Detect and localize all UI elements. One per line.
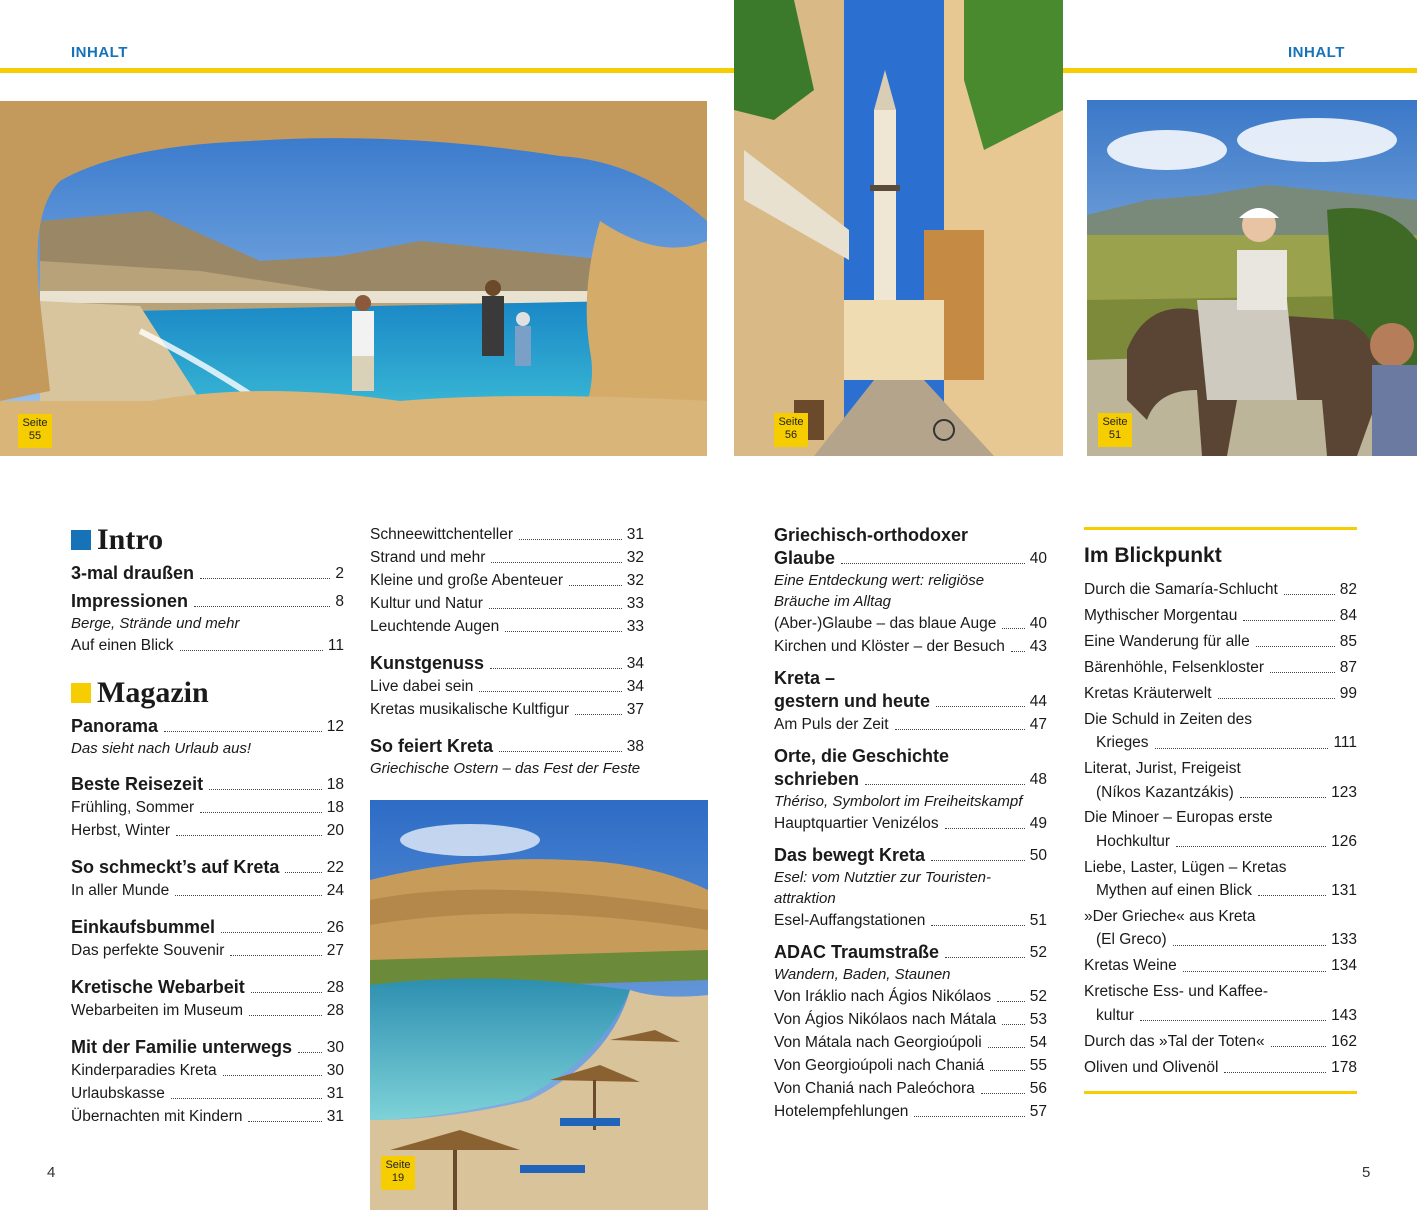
entry-page: 40 xyxy=(1029,550,1047,567)
toc-entry[interactable] xyxy=(71,1105,344,1128)
leader-dots xyxy=(1224,1072,1326,1073)
leader-dots xyxy=(1155,748,1329,749)
blickpunkt-top-rule xyxy=(1084,527,1357,530)
entry-page: 33 xyxy=(626,618,644,635)
entry-title: Leuchtende Augen xyxy=(370,618,500,635)
entry-title-line: Kreta – xyxy=(774,668,836,688)
entry-page: 52 xyxy=(1029,988,1047,1005)
entry-title: Kretas Kräuterwelt xyxy=(1084,684,1212,702)
entry-page: 50 xyxy=(1029,847,1047,864)
entry-page: 53 xyxy=(1029,1011,1047,1028)
leader-dots xyxy=(1218,698,1335,699)
entry-page: 30 xyxy=(326,1039,344,1056)
entry-page: 8 xyxy=(335,593,344,610)
badge-label: Seite xyxy=(1102,416,1128,428)
toc-entry[interactable] xyxy=(71,879,344,902)
entry-page: 57 xyxy=(1029,1103,1047,1120)
toc-entry[interactable] xyxy=(774,1100,1047,1123)
entry-page: 31 xyxy=(326,1108,344,1125)
entry-title: ADAC Traumstraße xyxy=(774,942,940,962)
badge-label: Seite xyxy=(778,416,804,428)
leader-dots xyxy=(981,1093,1025,1094)
leader-dots xyxy=(1011,651,1025,652)
leader-dots xyxy=(171,1098,322,1099)
entry-title: 3-mal draußen xyxy=(71,563,195,583)
toc-entry[interactable] xyxy=(71,1082,344,1105)
toc-entry[interactable] xyxy=(774,1054,1047,1077)
toc-entry[interactable] xyxy=(370,698,644,721)
page-number-right: 5 xyxy=(1362,1164,1371,1181)
toc-entry[interactable] xyxy=(370,652,644,675)
toc-entry[interactable] xyxy=(71,562,344,585)
toc-entry[interactable] xyxy=(774,812,1047,835)
entry-title: Beste Reisezeit xyxy=(71,774,204,794)
leader-dots xyxy=(569,585,622,586)
entry-page: 32 xyxy=(626,572,644,589)
toc-entry[interactable] xyxy=(370,523,644,546)
toc-entry[interactable] xyxy=(1084,1004,1357,1027)
leader-dots xyxy=(997,1001,1025,1002)
entry-page: 51 xyxy=(1029,912,1047,929)
toc-column-2 xyxy=(370,523,644,779)
leader-dots xyxy=(1271,1046,1326,1047)
entry-page: 84 xyxy=(1339,606,1357,624)
toc-entry[interactable] xyxy=(774,909,1047,932)
toc-entry[interactable] xyxy=(370,675,644,698)
leader-dots xyxy=(194,606,330,607)
toc-entry[interactable] xyxy=(774,985,1047,1008)
entry-page: 38 xyxy=(626,738,644,755)
leader-dots xyxy=(841,563,1025,564)
entry-page: 32 xyxy=(626,549,644,566)
entry-page: 22 xyxy=(326,859,344,876)
toc-entry[interactable] xyxy=(774,612,1047,635)
entry-page: 24 xyxy=(326,882,344,899)
leader-dots xyxy=(988,1047,1025,1048)
toc-entry[interactable] xyxy=(1084,954,1357,977)
toc-entry[interactable] xyxy=(370,569,644,592)
toc-entry[interactable] xyxy=(774,768,1047,791)
toc-entry[interactable] xyxy=(1084,682,1357,705)
toc-entry[interactable] xyxy=(71,819,344,842)
entry-title: Kinderparadies Kreta xyxy=(71,1062,217,1079)
toc-entry[interactable] xyxy=(71,590,344,613)
entry-title: In aller Munde xyxy=(71,882,170,899)
entry-title: Mit der Familie unterwegs xyxy=(71,1037,293,1057)
toc-entry[interactable] xyxy=(774,844,1047,867)
badge-page: 51 xyxy=(1108,429,1122,441)
entry-page: 18 xyxy=(326,799,344,816)
leader-dots xyxy=(489,608,622,609)
entry-title: Mythen auf einen Blick xyxy=(1096,882,1252,900)
page-badge xyxy=(774,413,808,447)
donkey-ride-photo xyxy=(1087,100,1417,456)
badge-label: Seite xyxy=(22,417,48,429)
entry-page: 99 xyxy=(1339,684,1357,702)
entry-page: 162 xyxy=(1331,1032,1357,1050)
toc-entry[interactable] xyxy=(1084,1056,1357,1079)
entry-title: Kirchen und Klöster – der Besuch xyxy=(774,638,1005,655)
entry-title-line: »Der Grieche« aus Kreta xyxy=(1084,908,1256,926)
page-badge xyxy=(18,414,52,448)
toc-entry[interactable] xyxy=(71,976,344,999)
entry-title-line: Liebe, Laster, Lügen – Kretas xyxy=(1084,858,1287,876)
entry-title: Von Iráklio nach Ágios Nikólaos xyxy=(774,988,992,1005)
entry-title: Durch die Samaría-Schlucht xyxy=(1084,581,1278,598)
entry-page: 52 xyxy=(1029,944,1047,961)
leader-dots xyxy=(914,1116,1024,1117)
entry-page: 126 xyxy=(1331,832,1357,850)
entry-title: Von Georgioúpoli nach Chaniá xyxy=(774,1057,985,1074)
entry-page: 2 xyxy=(335,565,344,582)
toc-entry[interactable] xyxy=(774,1077,1047,1100)
entry-title: Urlaubskasse xyxy=(71,1085,165,1102)
entry-title: Hauptquartier Venizélos xyxy=(774,815,939,832)
toc-entry[interactable] xyxy=(71,634,344,657)
leader-dots xyxy=(249,1015,322,1016)
entry-page: 47 xyxy=(1029,716,1047,733)
entry-title: Strand und mehr xyxy=(370,549,486,566)
toc-entry[interactable] xyxy=(1084,604,1357,627)
page-badge xyxy=(381,1156,415,1190)
entry-title: Live dabei sein xyxy=(370,678,474,695)
blickpunkt-box xyxy=(1084,527,1357,1094)
entry-page: 56 xyxy=(1029,1080,1047,1097)
leader-dots xyxy=(945,828,1025,829)
leader-dots xyxy=(1240,797,1326,798)
entry-subtitle: Bräuche im Alltag xyxy=(774,593,891,610)
entry-subtitle: Berge, Strände und mehr xyxy=(71,615,240,632)
entry-page: 54 xyxy=(1029,1034,1047,1051)
toc-entry[interactable] xyxy=(71,856,344,879)
section-title: Magazin xyxy=(97,676,209,709)
entry-page: 55 xyxy=(1029,1057,1047,1074)
entry-title: Herbst, Winter xyxy=(71,822,171,839)
entry-title: schrieben xyxy=(774,769,860,789)
entry-page: 26 xyxy=(326,919,344,936)
entry-page: 37 xyxy=(626,701,644,718)
toc-entry[interactable] xyxy=(1084,731,1357,754)
section-title: Intro xyxy=(97,523,164,556)
leader-dots xyxy=(1002,1024,1024,1025)
page-badge xyxy=(1098,413,1132,447)
leader-dots xyxy=(248,1121,321,1122)
header-rule-left xyxy=(0,68,734,73)
entry-subtitle: attraktion xyxy=(774,890,836,907)
entry-title-line: Die Schuld in Zeiten des xyxy=(1084,710,1253,728)
leader-dots xyxy=(200,812,322,813)
entry-page: 49 xyxy=(1029,815,1047,832)
toc-entry[interactable] xyxy=(370,615,644,638)
entry-subtitle: Eine Entdeckung wert: religiöse xyxy=(774,572,985,589)
entry-page: 82 xyxy=(1339,581,1357,598)
entry-title: Kleine und große Abenteuer xyxy=(370,572,564,589)
leader-dots xyxy=(1284,594,1335,595)
leader-dots xyxy=(490,668,622,669)
badge-label: Seite xyxy=(385,1159,411,1171)
entry-title-line: Griechisch-orthodoxer xyxy=(774,525,969,545)
toc-column-3 xyxy=(774,524,1047,1123)
entry-page: 40 xyxy=(1029,615,1047,632)
entry-title: Kretas musikalische Kultfigur xyxy=(370,701,569,718)
entry-subtitle: Griechische Ostern – das Fest der Feste xyxy=(370,760,641,777)
entry-page: 178 xyxy=(1331,1058,1357,1076)
entry-page: 31 xyxy=(326,1085,344,1102)
toc-entry[interactable] xyxy=(71,939,344,962)
entry-subtitle: Esel: vom Nutztier zur Touristen- xyxy=(774,869,992,886)
entry-title-line: Literat, Jurist, Freigeist xyxy=(1084,760,1241,778)
entry-subtitle: Das sieht nach Urlaub aus! xyxy=(71,740,252,757)
toc-entry[interactable] xyxy=(774,1031,1047,1054)
leader-dots xyxy=(1256,646,1335,647)
entry-page: 143 xyxy=(1331,1006,1357,1024)
entry-title: Das perfekte Souvenir xyxy=(71,942,225,959)
toc-entry[interactable] xyxy=(370,546,644,569)
entry-title: Am Puls der Zeit xyxy=(774,716,889,733)
leader-dots xyxy=(519,539,622,540)
entry-title: Von Chaniá nach Paleóchora xyxy=(774,1080,975,1097)
leader-dots xyxy=(200,578,330,579)
toc-column-1 xyxy=(71,522,344,1128)
entry-title: kultur xyxy=(1096,1006,1134,1024)
toc-entry[interactable] xyxy=(774,635,1047,658)
entry-title: Das bewegt Kreta xyxy=(774,845,926,865)
leader-dots xyxy=(251,992,322,993)
entry-page: 31 xyxy=(626,526,644,543)
leader-dots xyxy=(1270,672,1335,673)
toc-entry[interactable] xyxy=(774,713,1047,736)
toc-entry[interactable] xyxy=(71,715,344,738)
entry-title-line: Die Minoer – Europas erste xyxy=(1084,809,1273,827)
toc-entry[interactable] xyxy=(774,941,1047,964)
entry-title: Von Ágios Nikólaos nach Mátala xyxy=(774,1011,997,1028)
leader-dots xyxy=(223,1075,322,1076)
leader-dots xyxy=(931,860,1025,861)
entry-page: 12 xyxy=(326,718,344,735)
toc-entry[interactable] xyxy=(774,690,1047,713)
header-rule-right xyxy=(1063,68,1417,73)
toc-entry[interactable] xyxy=(774,1008,1047,1031)
old-town-street-photo xyxy=(734,0,1063,456)
entry-page: 34 xyxy=(626,678,644,695)
leader-dots xyxy=(936,706,1025,707)
entry-page: 28 xyxy=(326,1002,344,1019)
leader-dots xyxy=(895,729,1025,730)
entry-title-line: Orte, die Geschichte xyxy=(774,746,950,766)
toc-entry[interactable] xyxy=(71,796,344,819)
leader-dots xyxy=(230,955,321,956)
entry-title: Schneewittchenteller xyxy=(370,526,514,543)
entry-title: So feiert Kreta xyxy=(370,736,494,756)
badge-page: 19 xyxy=(391,1172,405,1184)
leader-dots xyxy=(298,1052,322,1053)
entry-title: So schmeckt’s auf Kreta xyxy=(71,857,280,877)
entry-title-line: Kretische Ess- und Kaffee- xyxy=(1084,983,1269,1001)
entry-title: Übernachten mit Kindern xyxy=(71,1108,243,1125)
cave-beach-photo xyxy=(0,101,707,456)
entry-title: Hotelempfehlungen xyxy=(774,1103,909,1120)
entry-page: 20 xyxy=(326,822,344,839)
toc-entry[interactable] xyxy=(370,592,644,615)
section-header-left: INHALT xyxy=(71,44,128,61)
entry-title: Kultur und Natur xyxy=(370,595,483,612)
toc-entry[interactable] xyxy=(370,735,644,758)
entry-title: Kretas Weine xyxy=(1084,957,1177,975)
badge-page: 56 xyxy=(784,429,798,441)
entry-page: 34 xyxy=(626,655,644,672)
leader-dots xyxy=(1258,895,1326,896)
leader-dots xyxy=(180,650,323,651)
toc-entry[interactable] xyxy=(1084,630,1357,653)
entry-title: Einkaufsbummel xyxy=(71,917,216,937)
entry-page: 43 xyxy=(1029,638,1047,655)
leader-dots xyxy=(285,872,321,873)
leader-dots xyxy=(945,957,1025,958)
badge-page: 55 xyxy=(28,430,42,442)
leader-dots xyxy=(176,835,322,836)
entry-title: Auf einen Blick xyxy=(71,637,174,654)
intro-square-icon xyxy=(71,530,91,550)
leader-dots xyxy=(221,932,322,933)
entry-page: 87 xyxy=(1339,658,1357,676)
toc-entry[interactable] xyxy=(71,773,344,796)
entry-page: 30 xyxy=(326,1062,344,1079)
leader-dots xyxy=(1173,945,1327,946)
leader-dots xyxy=(499,751,622,752)
blickpunkt-title: Im Blickpunkt xyxy=(1084,544,1222,567)
toc-entry[interactable] xyxy=(1084,781,1357,804)
toc-entry[interactable] xyxy=(71,1036,344,1059)
entry-title: Eine Wanderung für alle xyxy=(1084,632,1250,650)
entry-subtitle: Wandern, Baden, Staunen xyxy=(774,966,951,983)
entry-page: 18 xyxy=(326,776,344,793)
section-header-right: INHALT xyxy=(1288,44,1345,61)
entry-title: Kunstgenuss xyxy=(370,653,485,673)
leader-dots xyxy=(1140,1020,1326,1021)
leader-dots xyxy=(1243,620,1334,621)
entry-title: Esel-Auffangstationen xyxy=(774,912,926,929)
toc-entry[interactable] xyxy=(1084,928,1357,951)
entry-title: Impressionen xyxy=(71,591,189,611)
entry-title: Kretische Webarbeit xyxy=(71,977,245,997)
toc-entry[interactable] xyxy=(1084,879,1357,902)
entry-page: 44 xyxy=(1029,693,1047,710)
entry-title: (Aber-)Glaube – das blaue Auge xyxy=(774,615,997,632)
magazin-square-icon xyxy=(71,683,91,703)
entry-page: 134 xyxy=(1331,957,1357,975)
section-heading-magazin xyxy=(71,675,344,711)
entry-page: 33 xyxy=(626,595,644,612)
leader-dots xyxy=(491,562,621,563)
entry-page: 48 xyxy=(1029,771,1047,788)
entry-page: 123 xyxy=(1331,783,1357,801)
leader-dots xyxy=(175,895,322,896)
leader-dots xyxy=(505,631,621,632)
entry-title: Glaube xyxy=(774,548,836,568)
entry-page: 133 xyxy=(1331,931,1357,949)
entry-title: Durch das »Tal der Toten« xyxy=(1084,1032,1265,1050)
blickpunkt-bottom-rule xyxy=(1084,1091,1357,1094)
leader-dots xyxy=(865,784,1025,785)
section-heading-intro xyxy=(71,522,344,558)
entry-title: Frühling, Sommer xyxy=(71,799,195,816)
entry-title: Hochkultur xyxy=(1096,832,1171,850)
toc-entry[interactable] xyxy=(1084,578,1357,601)
leader-dots xyxy=(575,714,622,715)
leader-dots xyxy=(164,731,322,732)
leader-dots xyxy=(990,1070,1024,1071)
entry-title: gestern und heute xyxy=(774,691,931,711)
entry-page: 131 xyxy=(1331,882,1357,900)
entry-title: Bärenhöhle, Felsenkloster xyxy=(1084,658,1265,676)
toc-entry[interactable] xyxy=(71,916,344,939)
leader-dots xyxy=(931,925,1024,926)
leader-dots xyxy=(1002,628,1024,629)
beach-cliffs-photo xyxy=(370,800,708,1210)
leader-dots xyxy=(1183,971,1326,972)
entry-page: 85 xyxy=(1339,632,1357,650)
page-number-left: 4 xyxy=(47,1164,56,1181)
entry-page: 27 xyxy=(326,942,344,959)
entry-page: 28 xyxy=(326,979,344,996)
entry-title: Panorama xyxy=(71,716,159,736)
toc-entry[interactable] xyxy=(1084,1030,1357,1053)
toc-entry[interactable] xyxy=(1084,830,1357,853)
entry-page: 11 xyxy=(327,637,344,654)
entry-subtitle: Thériso, Symbolort im Freiheitskampf xyxy=(774,793,1023,810)
entry-title: (Níkos Kazantzákis) xyxy=(1096,783,1234,801)
entry-title: Von Mátala nach Georgioúpoli xyxy=(774,1034,982,1051)
entry-title: (El Greco) xyxy=(1096,931,1167,949)
toc-entry[interactable] xyxy=(71,999,344,1022)
entry-page: 111 xyxy=(1333,734,1357,752)
leader-dots xyxy=(209,789,322,790)
leader-dots xyxy=(1176,846,1326,847)
toc-entry[interactable] xyxy=(71,1059,344,1082)
entry-title: Mythischer Morgentau xyxy=(1084,606,1238,624)
toc-entry[interactable] xyxy=(1084,656,1357,679)
entry-title: Krieges xyxy=(1096,734,1149,752)
entry-title: Oliven und Olivenöl xyxy=(1084,1058,1219,1076)
leader-dots xyxy=(479,691,621,692)
toc-entry[interactable] xyxy=(774,547,1047,570)
entry-title: Webarbeiten im Museum xyxy=(71,1002,244,1019)
